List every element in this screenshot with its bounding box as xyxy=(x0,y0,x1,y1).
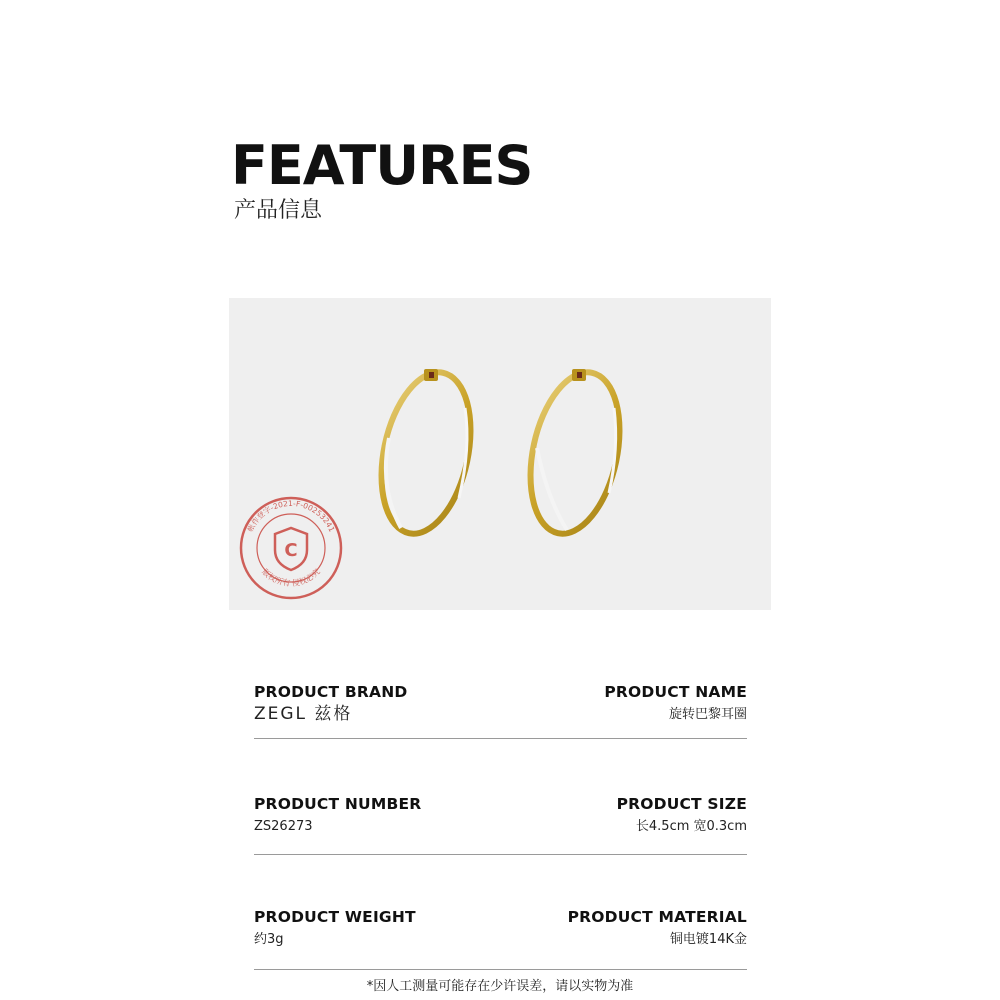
right-earring xyxy=(517,364,633,542)
name-field xyxy=(604,682,747,724)
product-photo xyxy=(229,298,771,610)
material-value: 铜电镀14K金 xyxy=(669,932,747,947)
features-subheading: 产品信息 xyxy=(234,198,323,223)
name-label: PRODUCT NAME xyxy=(604,683,747,701)
weight-field xyxy=(254,907,416,949)
left-earring xyxy=(368,364,484,542)
measurement-disclaimer: *因人工测量可能存在少许误差，请以实物为准 xyxy=(366,979,634,994)
brand-label: PRODUCT BRAND xyxy=(254,683,408,701)
divider xyxy=(254,738,747,739)
number-field xyxy=(254,794,421,836)
svg-text:帐作登字-2021-F-00253241: 帐作登字-2021-F-00253241 xyxy=(245,498,337,534)
size-label: PRODUCT SIZE xyxy=(616,795,747,813)
svg-text:版权所有 侵权必究: 版权所有 侵权必究 xyxy=(260,567,322,589)
size-field xyxy=(617,794,747,836)
weight-label: PRODUCT WEIGHT xyxy=(254,908,416,926)
material-label: PRODUCT MATERIAL xyxy=(567,908,747,926)
name-value: 旋转巴黎耳圈 xyxy=(668,707,747,722)
number-value: ZS26273 xyxy=(254,819,313,834)
brand-field xyxy=(254,682,407,723)
size-value: 长4.5cm 宽0.3cm xyxy=(635,819,747,834)
material-field xyxy=(568,907,747,949)
copyright-seal xyxy=(241,498,341,598)
divider xyxy=(254,854,747,855)
brand-value: ZEGL 兹格 xyxy=(254,704,353,724)
number-label: PRODUCT NUMBER xyxy=(254,795,422,813)
features-heading: FEATURES xyxy=(231,134,533,197)
divider xyxy=(254,969,747,970)
svg-text:C: C xyxy=(284,540,298,561)
weight-value: 约3g xyxy=(254,932,284,947)
